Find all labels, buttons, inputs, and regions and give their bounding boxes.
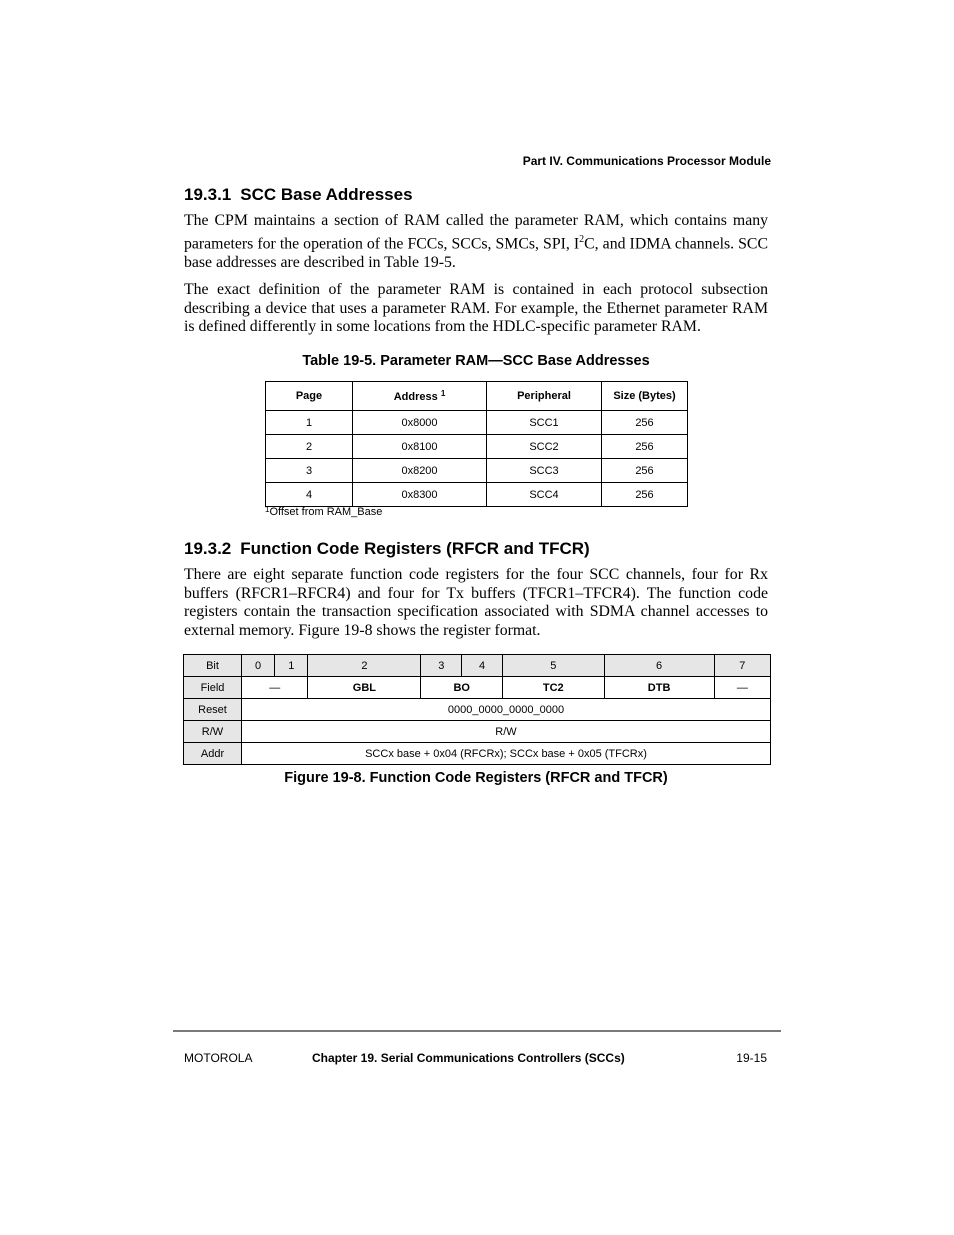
footer-publisher: MOTOROLA (184, 1051, 253, 1065)
cell-address: 0x8000 (353, 411, 487, 435)
bit-number: 1 (275, 655, 308, 677)
section-number: 19.3.1 (184, 185, 232, 204)
paragraph-function-code-registers: There are eight separate function code registers for the four SCC channels, four for Rx buffers (RFCR1–RFCR4) and four for Tx buffers (TFCR1–TFCR4). The function code registers contain the transaction specification associated with SDMA channel accesses to external memory. Figure 19-8 shows the register format. (184, 566, 768, 640)
field-tc2: TC2 (503, 677, 605, 699)
register-diagram (183, 654, 771, 765)
field-bo: BO (421, 677, 503, 699)
footer-page-number: 19-15 (736, 1051, 767, 1065)
addr-value: SCCx base + 0x04 (RFCRx); SCCx base + 0x05 (TFCRx) (242, 743, 771, 765)
cell-peripheral: SCC1 (487, 411, 602, 435)
running-header: Part IV. Communications Processor Module (522, 154, 771, 168)
row-label-addr: Addr (184, 743, 242, 765)
field-gbl: GBL (308, 677, 421, 699)
footnote-marker: 1 (265, 505, 270, 514)
cell-page: 2 (266, 435, 353, 459)
footer-divider (173, 1030, 781, 1032)
addr-row (184, 743, 771, 765)
footnote-marker: 1 (440, 389, 446, 398)
footnote-text: Offset from RAM_Base (269, 506, 383, 518)
table-row (266, 459, 688, 483)
figure-caption: Figure 19-8. Function Code Registers (RFCR and TFCR) (284, 770, 668, 786)
header-address (353, 382, 487, 411)
cell-peripheral: SCC3 (487, 459, 602, 483)
table-row (266, 483, 688, 507)
cell-size: 256 (602, 483, 688, 507)
section-heading-scc-base-addresses (184, 185, 413, 205)
parameter-ram-table (265, 381, 688, 507)
header-address-label: Address (393, 391, 438, 403)
field-reserved: — (714, 677, 770, 699)
cell-page: 3 (266, 459, 353, 483)
cell-page: 1 (266, 411, 353, 435)
section-title: Function Code Registers (RFCR and TFCR) (240, 539, 590, 558)
cell-address: 0x8100 (353, 435, 487, 459)
header-size: Size (Bytes) (602, 382, 688, 411)
cell-address: 0x8200 (353, 459, 487, 483)
bit-number: 6 (604, 655, 714, 677)
section-number: 19.3.2 (184, 539, 232, 558)
cell-peripheral: SCC4 (487, 483, 602, 507)
paragraph-text: C, and IDMA channels. SCC base addresses are described in Table 19-5. (184, 234, 768, 271)
bit-number: 5 (503, 655, 605, 677)
table-footnote (265, 505, 382, 518)
bit-number: 3 (421, 655, 462, 677)
bit-number: 4 (462, 655, 503, 677)
reset-row (184, 699, 771, 721)
bit-number: 2 (308, 655, 421, 677)
section-heading-function-code-registers (184, 539, 590, 559)
cell-size: 256 (602, 459, 688, 483)
paragraph-parameter-ram-intro (184, 212, 768, 272)
table-header-row (266, 382, 688, 411)
superscript: 2 (579, 233, 585, 245)
paragraph-parameter-ram-definition: The exact definition of the parameter RAM is contained in each protocol subsection describing a device that uses a parameter RAM. For example, the Ethernet parameter RAM is defined differently in some locations from the HDLC-specific parameter RAM. (184, 281, 768, 336)
row-label-bit: Bit (184, 655, 242, 677)
bit-number: 0 (242, 655, 275, 677)
table-caption: Table 19-5. Parameter RAM—SCC Base Addresses (302, 353, 650, 369)
header-peripheral: Peripheral (487, 382, 602, 411)
table-row (266, 411, 688, 435)
rw-value: R/W (242, 721, 771, 743)
cell-page: 4 (266, 483, 353, 507)
cell-size: 256 (602, 435, 688, 459)
rw-row (184, 721, 771, 743)
footer-chapter-title: Chapter 19. Serial Communications Controllers (SCCs) (312, 1051, 625, 1065)
bit-number: 7 (714, 655, 770, 677)
reset-value: 0000_0000_0000_0000 (242, 699, 771, 721)
table-row (266, 435, 688, 459)
cell-address: 0x8300 (353, 483, 487, 507)
cell-peripheral: SCC2 (487, 435, 602, 459)
section-title: SCC Base Addresses (240, 185, 413, 204)
field-dtb: DTB (604, 677, 714, 699)
header-page: Page (266, 382, 353, 411)
field-reserved: — (242, 677, 308, 699)
bit-row (184, 655, 771, 677)
cell-size: 256 (602, 411, 688, 435)
row-label-reset: Reset (184, 699, 242, 721)
row-label-field: Field (184, 677, 242, 699)
row-label-rw: R/W (184, 721, 242, 743)
paragraph-text: The CPM maintains a section of RAM called the parameter RAM, which contains many parameters for the operation of the FCCs, SCCs, SMCs, SPI, I (184, 212, 768, 252)
field-row (184, 677, 771, 699)
